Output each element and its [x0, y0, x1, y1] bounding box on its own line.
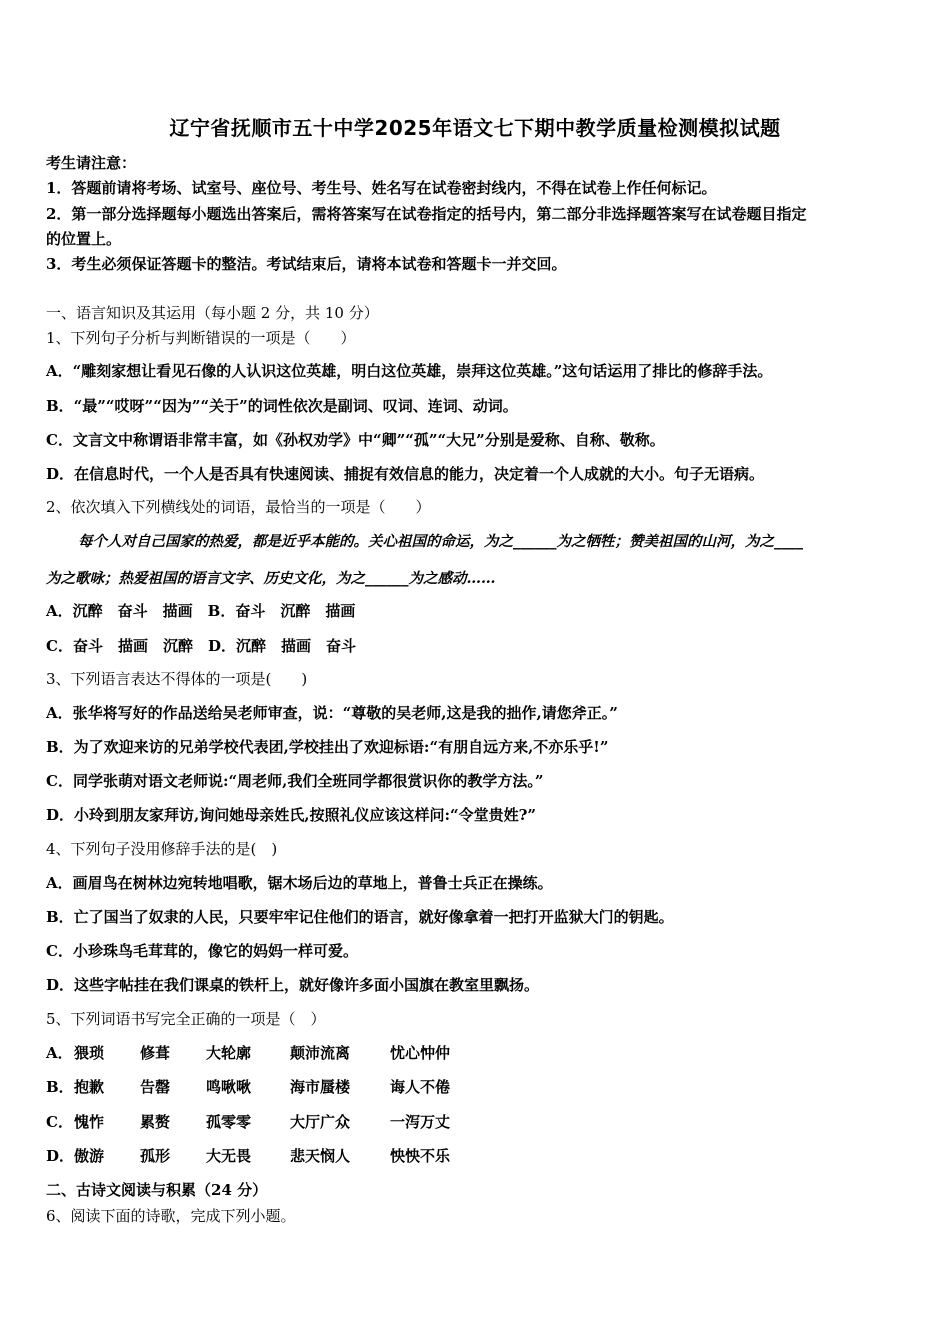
option-label: A． — [46, 1044, 73, 1062]
option-word: 累赘 — [140, 1113, 171, 1131]
q5-option-row — [46, 1145, 480, 1166]
q5-option-row — [46, 1076, 480, 1097]
option-word: 怏怏不乐 — [390, 1147, 451, 1165]
q4-option-a: A．画眉鸟在树林边宛转地唱歌，锯木场后边的草地上，普鲁士兵正在操练。 — [46, 874, 553, 892]
section1-heading: 一、语言知识及其运用（每小题 2 分，共 10 分） — [46, 304, 379, 322]
q4-option-b: B．亡了国当了奴隶的人民，只要牢牢记住他们的语言，就好像拿着一把打开监狱大门的钥匙。 — [46, 908, 674, 926]
q3-option-a: A．张华将写好的作品送给吴老师审查，说：“尊敬的吴老师,这是我的拙作,请您斧正。” — [46, 704, 618, 722]
option-word: 孤形 — [140, 1147, 171, 1165]
option-word: 大厅广众 — [290, 1113, 351, 1131]
option-word: 颠沛流离 — [290, 1044, 351, 1062]
option-word: 鸣啾啾 — [206, 1078, 252, 1096]
option-word: 傲游 — [74, 1147, 105, 1165]
option-word: 大轮廓 — [206, 1044, 252, 1062]
q2-options-row: C．奋斗 描画 沉醉 D．沉醉 描画 奋斗 — [46, 637, 356, 655]
q4-stem: 4、下列句子没用修辞手法的是( ) — [46, 840, 278, 858]
section2-heading: 二、古诗文阅读与积累（24 分） — [46, 1181, 268, 1199]
option-word: 愧怍 — [74, 1113, 105, 1131]
q3-option-d: D．小玲到朋友家拜访,询问她母亲姓氏,按照礼仪应该这样问:“令堂贵姓?” — [46, 806, 537, 824]
q5-option-row — [46, 1111, 480, 1132]
q1-option-b: B．“最”“哎呀”“因为”“关于”的词性依次是副词、叹词、连词、动词。 — [46, 397, 518, 415]
notice-item: 的位置上。 — [46, 230, 122, 248]
option-word: 海市蜃楼 — [290, 1078, 351, 1096]
q2-stem: 2、依次填入下列横线处的词语，最恰当的一项是（ ） — [46, 498, 431, 516]
q2-options-row: A．沉醉 奋斗 描画 B．奋斗 沉醉 描画 — [46, 602, 356, 620]
q1-option-d: D．在信息时代，一个人是否具有快速阅读、捕捉有效信息的能力，决定着一个人成就的大小。句子无语病。 — [46, 465, 765, 483]
q1-option-a: A．“雕刻家想让看见石像的人认识这位英雄，明白这位英雄，崇拜这位英雄。”这句话运用了排比的修辞手法。 — [46, 362, 773, 380]
option-word: 抱歉 — [74, 1078, 105, 1096]
option-word: 修葺 — [140, 1044, 171, 1062]
option-word: 大无畏 — [206, 1147, 252, 1165]
q1-option-c: C．文言文中称谓语非常丰富，如《孙权劝学》中“卿”“孤”“大兄”分别是爱称、自称、敬称。 — [46, 431, 665, 449]
q4-option-d: D．这些字帖挂在我们课桌的铁杆上，就好像许多面小国旗在教室里飘扬。 — [46, 976, 540, 994]
q5-stem: 5、下列词语书写完全正确的一项是（ ） — [46, 1010, 326, 1028]
q3-stem: 3、下列语言表达不得体的一项是( ) — [46, 670, 308, 688]
option-word: 告罄 — [140, 1078, 171, 1096]
option-word: 忧心忡仲 — [390, 1044, 451, 1062]
notice-heading: 考生请注意： — [46, 154, 137, 172]
option-label: D． — [46, 1147, 75, 1165]
q3-option-c: C．同学张萌对语文老师说:“周老师,我们全班同学都很赏识你的教学方法。” — [46, 772, 544, 790]
q6-stem: 6、阅读下面的诗歌，完成下列小题。 — [46, 1207, 296, 1225]
option-word: 一泻万丈 — [390, 1113, 451, 1131]
notice-item: 2．第一部分选择题每小题选出答案后，需将答案写在试卷指定的括号内，第二部分非选择题答案写在试卷题目指定 — [46, 205, 807, 223]
option-word: 悲天悯人 — [290, 1147, 351, 1165]
q2-passage-line: 为之歌咏；热爱祖国的语言文字、历史文化，为之______为之感动…… — [46, 570, 496, 587]
q4-option-c: C．小珍珠鸟毛茸茸的，像它的妈妈一样可爱。 — [46, 942, 358, 960]
q2-passage-line: 每个人对自己国家的热爱，都是近乎本能的。关心祖国的命运，为之______为之牺牲；赞美祖国的山河，为之____ — [78, 533, 803, 550]
q5-option-row — [46, 1042, 480, 1063]
option-label: B． — [46, 1078, 74, 1096]
page-title: 辽宁省抚顺市五十中学2025年语文七下期中教学质量检测模拟试题 — [169, 116, 781, 140]
q1-stem: 1、下列句子分析与判断错误的一项是（ ） — [46, 329, 356, 347]
option-label: C． — [46, 1113, 73, 1131]
option-word: 孤零零 — [206, 1113, 252, 1131]
notice-item: 1．答题前请将考场、试室号、座位号、考生号、姓名写在试卷密封线内，不得在试卷上作任何标记。 — [46, 179, 717, 197]
option-word: 诲人不倦 — [390, 1078, 451, 1096]
q3-option-b: B．为了欢迎来访的兄弟学校代表团,学校挂出了欢迎标语:“有朋自远方来,不亦乐乎!” — [46, 738, 609, 756]
notice-item: 3．考生必须保证答题卡的整洁。考试结束后，请将本试卷和答题卡一并交回。 — [46, 255, 567, 273]
option-word: 猥琐 — [74, 1044, 105, 1062]
